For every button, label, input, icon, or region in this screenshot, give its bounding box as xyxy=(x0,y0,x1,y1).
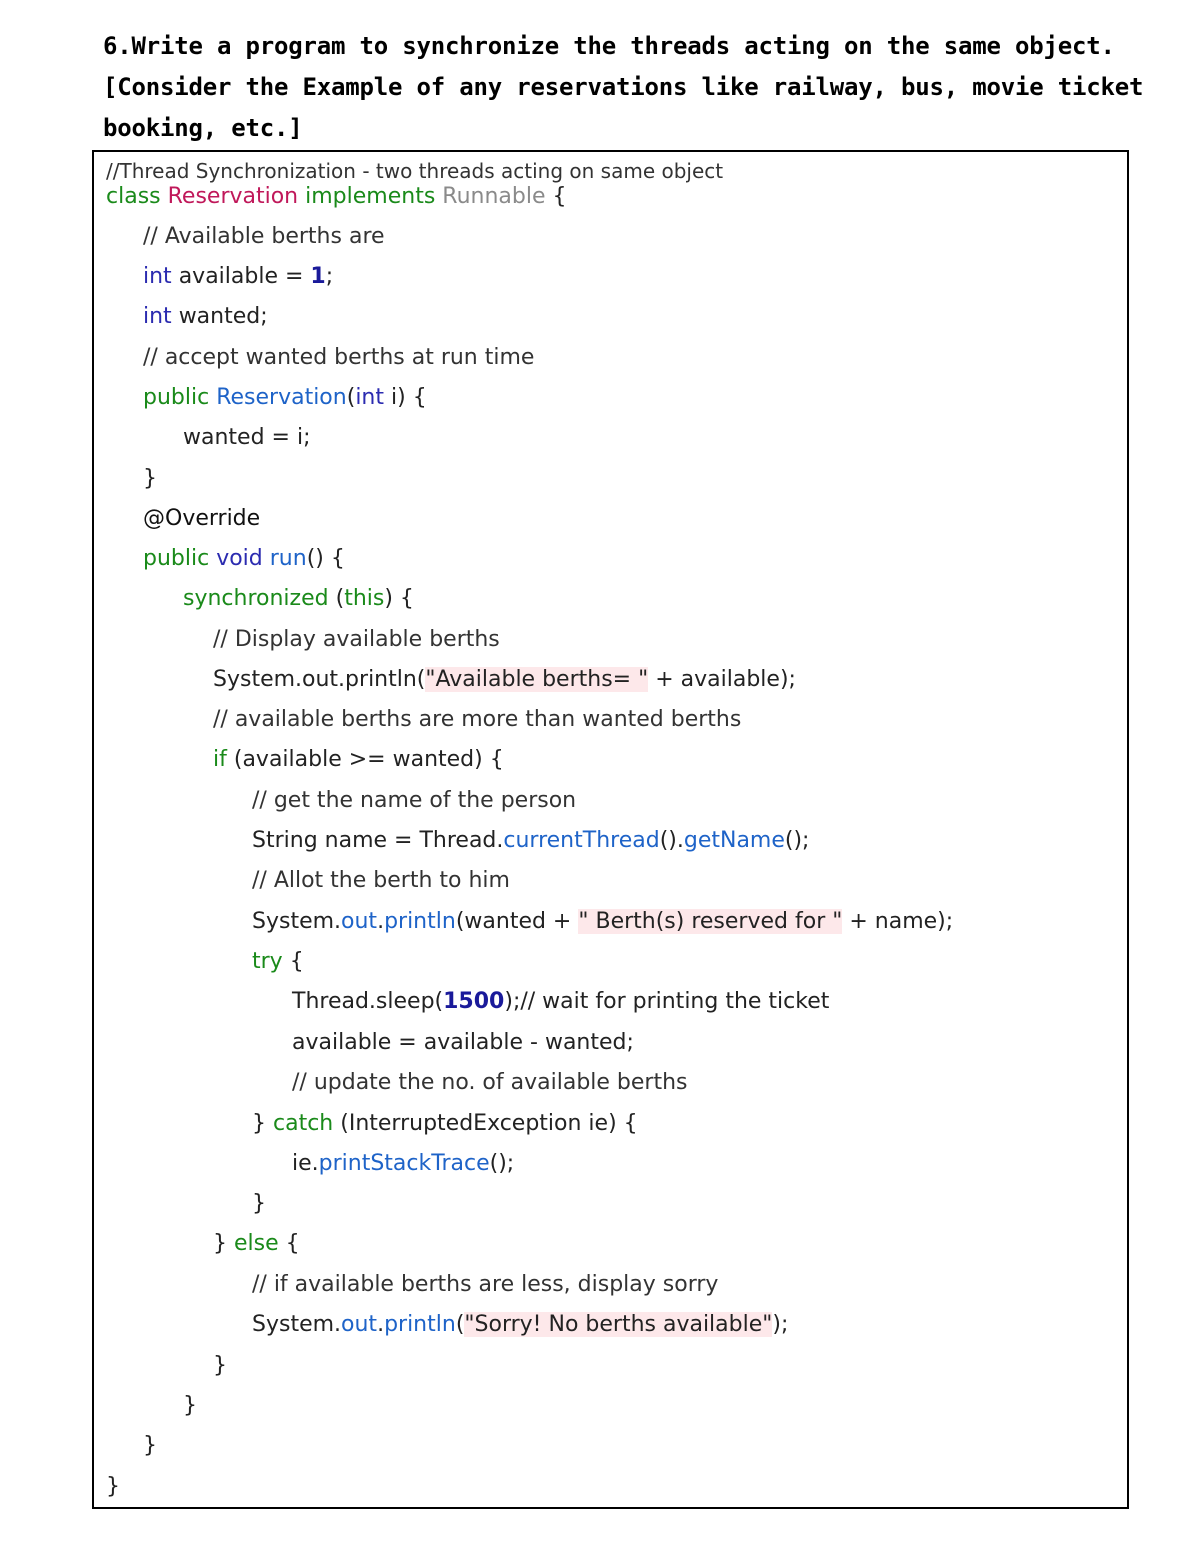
code-token-plain: available = xyxy=(178,264,311,289)
code-token-str: "Available berths= " xyxy=(425,667,649,692)
code-token-plain: . xyxy=(377,1312,385,1337)
code-token-comment: // update the no. of available berths xyxy=(292,1070,688,1095)
code-line xyxy=(183,585,414,613)
code-line xyxy=(252,948,304,976)
code-token-plain: ) { xyxy=(384,586,414,611)
code-token-comment: // Display available berths xyxy=(213,627,500,652)
code-token-kw: implements xyxy=(305,184,443,209)
code-token-plain: wanted; xyxy=(178,304,268,329)
code-token-method: println xyxy=(384,909,456,934)
code-token-plain: );// wait for printing the ticket xyxy=(504,989,830,1014)
code-line xyxy=(143,505,260,533)
code-token-comment: // Available berths are xyxy=(143,224,385,249)
code-line xyxy=(213,1230,300,1258)
question-line-2: [Consider the Example of any reservations like railway, bus, movie ticket xyxy=(103,73,1144,101)
code-token-comment: // if available berths are less, display sorry xyxy=(252,1272,719,1297)
code-line xyxy=(252,867,510,895)
code-block xyxy=(92,150,1129,1509)
code-token-plain: + available); xyxy=(648,667,796,692)
code-token-method: out xyxy=(341,1312,378,1337)
code-token-type: void xyxy=(216,546,270,571)
code-token-plain: } xyxy=(143,1433,157,1458)
question-line-1: 6.Write a program to synchronize the threads acting on the same object. xyxy=(103,32,1115,60)
code-line xyxy=(106,183,567,211)
code-token-comment: // available berths are more than wanted berths xyxy=(213,707,742,732)
code-line xyxy=(252,908,953,936)
code-token-kw: public xyxy=(143,546,217,571)
code-token-plain: System.out.println( xyxy=(213,667,426,692)
code-token-plain: (InterruptedException ie) { xyxy=(340,1111,638,1136)
code-line xyxy=(183,424,311,452)
code-token-type: int xyxy=(143,304,179,329)
code-line xyxy=(292,1029,634,1057)
code-token-plain: . xyxy=(377,909,385,934)
code-token-method: out xyxy=(341,909,378,934)
code-line xyxy=(252,827,809,855)
code-line xyxy=(143,465,157,493)
code-token-plain: { xyxy=(552,184,567,209)
code-token-kw: else xyxy=(234,1231,286,1256)
code-line xyxy=(213,746,504,774)
code-token-kw: class xyxy=(106,184,168,209)
code-line xyxy=(252,1110,638,1138)
code-token-plain: available = available - wanted; xyxy=(292,1030,634,1055)
code-token-method: Reservation xyxy=(216,385,347,410)
code-token-plain: () { xyxy=(306,546,345,571)
code-line xyxy=(292,1069,688,1097)
code-token-plain: System. xyxy=(252,909,342,934)
code-token-kw: synchronized xyxy=(183,586,336,611)
code-line xyxy=(143,1432,157,1460)
code-token-plain: i) { xyxy=(391,385,427,410)
code-line xyxy=(292,1150,514,1178)
code-token-ann: @Override xyxy=(143,506,261,531)
code-token-method: printStackTrace xyxy=(318,1151,490,1176)
code-token-plain: (); xyxy=(489,1151,515,1176)
question-text xyxy=(103,26,1144,149)
code-token-plain: } xyxy=(252,1191,266,1216)
code-token-plain: System. xyxy=(252,1312,342,1337)
code-line xyxy=(213,626,500,654)
code-token-method: currentThread xyxy=(503,828,660,853)
code-token-method: getName xyxy=(683,828,785,853)
code-token-kw: this xyxy=(344,586,385,611)
code-token-plain: { xyxy=(285,1231,300,1256)
code-line xyxy=(143,384,427,412)
code-token-plain: (available >= wanted) { xyxy=(233,747,504,772)
code-token-plain: ; xyxy=(325,264,334,289)
code-token-method: println xyxy=(384,1312,456,1337)
code-token-iface: Runnable xyxy=(442,184,553,209)
code-token-kw: if xyxy=(213,747,234,772)
code-token-plain: (wanted + xyxy=(455,909,579,934)
code-line xyxy=(292,988,829,1016)
code-line xyxy=(252,787,576,815)
code-token-comment: //Thread Synchronization - two threads acting on same object xyxy=(106,159,724,183)
code-token-plain: ie. xyxy=(292,1151,319,1176)
code-token-plain: } xyxy=(213,1353,227,1378)
code-token-str: " Berth(s) reserved for " xyxy=(578,909,843,934)
code-token-plain: Thread.sleep( xyxy=(292,989,444,1014)
code-line xyxy=(106,1473,120,1501)
code-token-plain: wanted = i; xyxy=(183,425,311,450)
code-line xyxy=(252,1271,718,1299)
code-token-kw: catch xyxy=(273,1111,341,1136)
code-token-plain: ( xyxy=(335,586,345,611)
code-token-method: run xyxy=(269,546,307,571)
code-line xyxy=(143,263,333,291)
code-token-type: int xyxy=(355,385,391,410)
code-token-num: 1 xyxy=(310,264,326,289)
code-token-plain: ( xyxy=(455,1312,465,1337)
code-line xyxy=(143,545,345,573)
code-token-plain: ( xyxy=(346,385,356,410)
code-token-plain: } xyxy=(106,1474,120,1499)
code-token-plain: ); xyxy=(772,1312,789,1337)
code-token-num: 1500 xyxy=(443,989,505,1014)
code-line xyxy=(143,303,268,331)
code-line xyxy=(143,344,534,372)
code-line xyxy=(213,666,796,694)
code-token-comment: // get the name of the person xyxy=(252,788,577,813)
code-token-plain: { xyxy=(289,949,304,974)
code-line xyxy=(252,1190,266,1218)
code-token-plain: } xyxy=(252,1111,273,1136)
code-token-plain: + name); xyxy=(842,909,954,934)
code-line xyxy=(106,157,723,185)
code-token-str: "Sorry! No berths available" xyxy=(464,1312,773,1337)
code-token-plain: (). xyxy=(659,828,684,853)
code-token-type: int xyxy=(143,264,179,289)
code-line xyxy=(213,1352,227,1380)
code-token-class: Reservation xyxy=(167,184,306,209)
code-token-plain: } xyxy=(213,1231,234,1256)
code-token-comment: // Allot the berth to him xyxy=(252,868,510,893)
code-line xyxy=(183,1392,197,1420)
code-token-comment: // accept wanted berths at run time xyxy=(143,345,535,370)
code-token-plain: String name = Thread. xyxy=(252,828,504,853)
code-line xyxy=(143,223,385,251)
code-token-plain: (); xyxy=(784,828,810,853)
code-token-kw: public xyxy=(143,385,217,410)
code-line xyxy=(252,1311,788,1339)
question-line-3: booking, etc.] xyxy=(103,114,303,142)
code-line xyxy=(213,706,741,734)
code-token-kw: try xyxy=(252,949,290,974)
code-token-plain: } xyxy=(143,466,157,491)
code-token-plain: } xyxy=(183,1393,197,1418)
